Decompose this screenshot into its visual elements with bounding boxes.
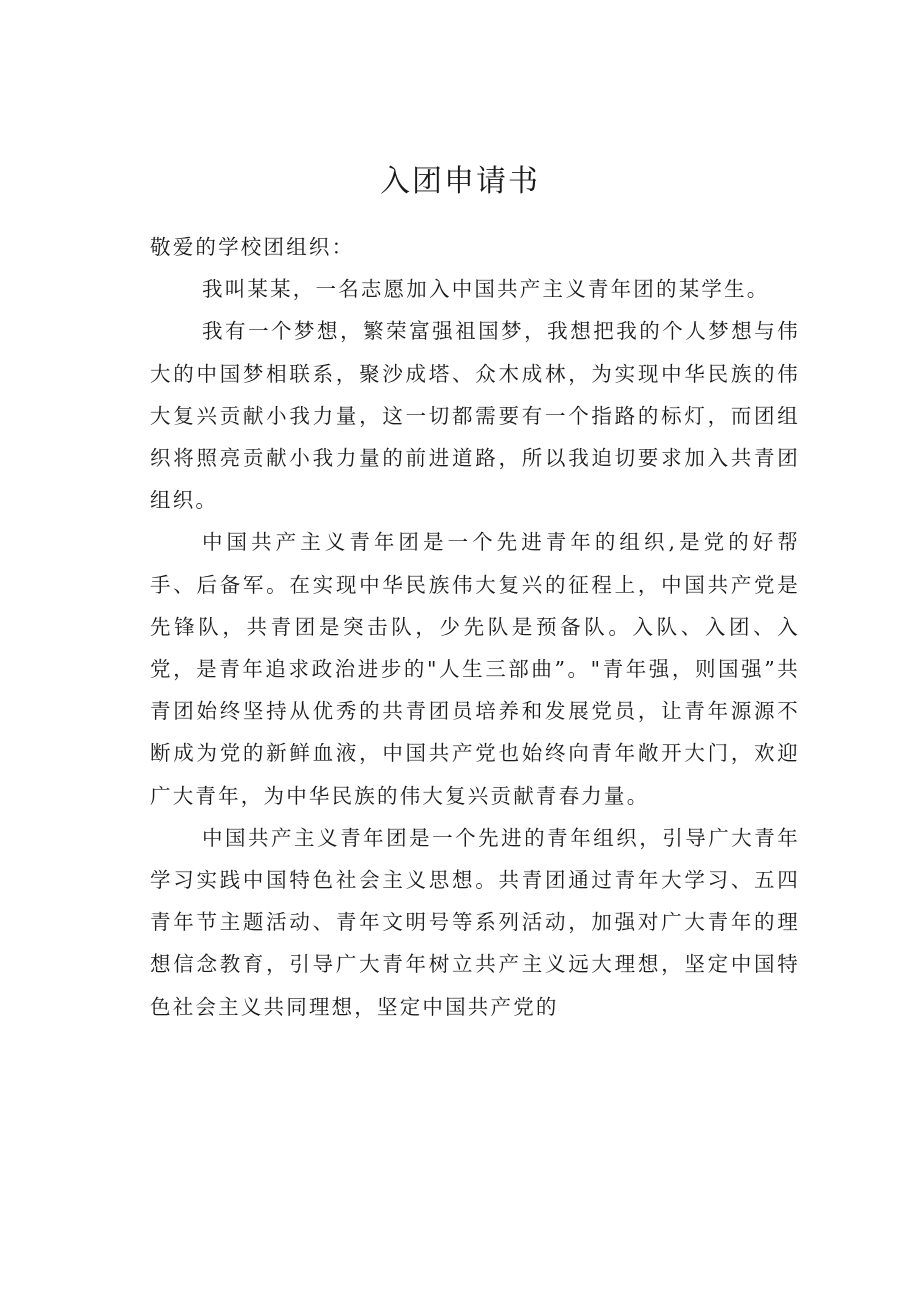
salutation: 敬爱的学校团组织： (150, 235, 355, 259)
paragraph: 我有一个梦想，繁荣富强祖国梦，我想把我的个人梦想与伟大的中国梦相联系，聚沙成塔、众木成林，为实现中华民族的伟大复兴贡献小我力量，这一切都需要有一个指路的标灯，而团组织将照亮贡献小我力量的前进道路，所以我迫切要求加入共青团组织。 (150, 319, 800, 513)
document-body (150, 226, 800, 1028)
paragraph: 中国共产主义青年团是一个先进的青年组织，引导广大青年学习实践中国特色社会主义思想。共青团通过青年大学习、五四青年节主题活动、青年文明号等系列活动，加强对广大青年的理想信念教育，引导广大青年树立共产主义远大理想，坚定中国特色社会主义共同理想，坚定中国共产党的 (150, 825, 800, 1019)
document-title: 入团申请书 (380, 164, 540, 199)
paragraph: 中国共产主义青年团是一个先进青年的组织,是党的好帮手、后备军。在实现中华民族伟大复兴的征程上，中国共产党是先锋队，共青团是突击队，少先队是预备队。入队、入团、入党，是青年追求政治进步的"人生三部曲”。"青年强，则国强”共青团始终坚持从优秀的共青团员培养和发展党员，让青年源源不断成为党的新鲜血液，中国共产党也始终向青年敞开大门，欢迎广大青年，为中华民族的伟大复兴贡献青春力量。 (150, 530, 800, 808)
paragraph: 我叫某某，一名志愿加入中国共产主义青年团的某学生。 (202, 277, 770, 302)
